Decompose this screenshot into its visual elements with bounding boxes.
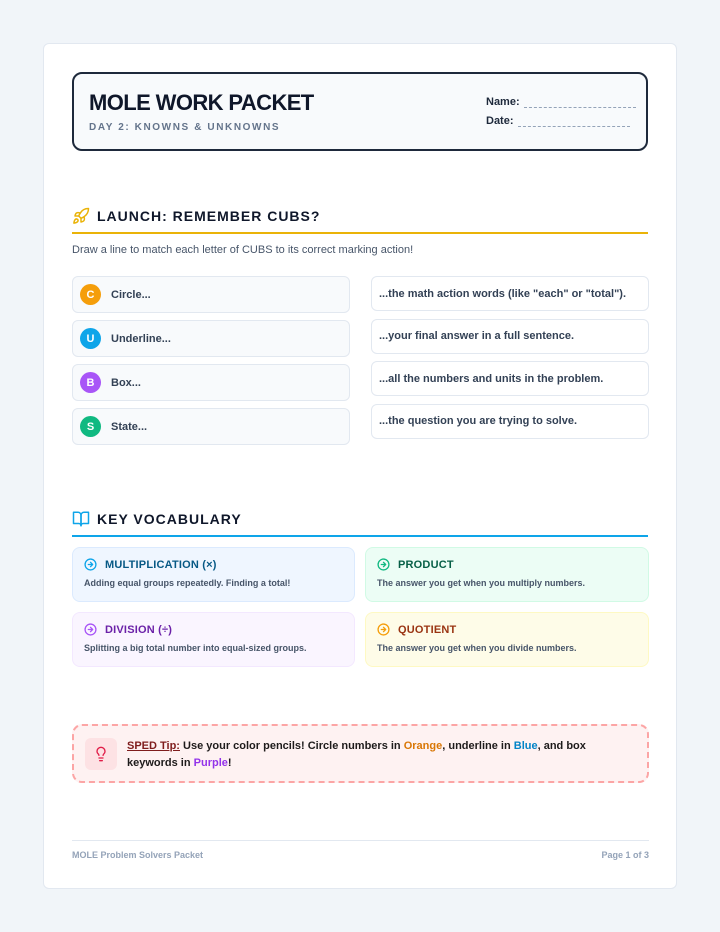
name-line[interactable] [524,98,636,108]
footer-packet-name: MOLE Problem Solvers Packet [72,850,204,860]
book-icon [72,510,90,528]
vocab-term: DIVISION (÷) [105,623,173,636]
vocab-card-quotient [365,612,649,667]
name-field[interactable] [486,96,636,108]
tip-text-segment: , and box keywords in [127,740,586,769]
vocab-definition: The answer you get when you divide numbers. [377,643,577,653]
footer-page-number: Page 1 of 3 [601,850,649,860]
cubs-item-c[interactable] [72,276,350,313]
cubs-item-s[interactable] [72,408,350,445]
sped-tip-box [72,724,649,783]
launch-section-heading [72,207,648,234]
launch-instructions: Draw a line to match each letter of CUBS to its correct marking action! [72,244,414,256]
letter-badge-u: U [80,328,101,349]
page-footer [72,840,649,860]
vocab-term: MULTIPLICATION (×) [105,558,217,571]
action-item[interactable]: ...your final answer in a full sentence. [371,319,649,354]
cubs-item-u[interactable] [72,320,350,357]
vocab-term: QUOTIENT [398,623,457,636]
worksheet-page [43,43,677,889]
vocab-card-division [72,612,355,667]
tip-color-orange: Orange [403,740,443,752]
launch-heading: LAUNCH: REMEMBER CUBS? [97,207,321,224]
action-item[interactable]: ...all the numbers and units in the problem. [371,361,649,396]
date-label: Date: [486,115,514,127]
packet-title: MOLE WORK PACKET [89,90,314,115]
tip-text-segment: , underline in [442,740,514,752]
vocab-card-product [365,547,649,602]
date-line[interactable] [518,117,630,127]
cubs-label-c: Circle... [111,288,151,301]
letter-badge-s: S [80,416,101,437]
cubs-actions-column [371,276,649,446]
rocket-icon [72,207,90,225]
cubs-item-b[interactable] [72,364,350,401]
arrow-circle-right-icon [84,623,97,636]
cubs-label-s: State... [111,420,148,433]
vocab-definition: Splitting a big total number into equal-sized groups. [84,643,307,653]
vocab-section-heading [72,510,648,537]
action-item[interactable]: ...the question you are trying to solve. [371,404,649,439]
date-field[interactable] [486,115,630,127]
vocab-definition: Adding equal groups repeatedly. Finding a total! [84,578,291,588]
vocab-term: PRODUCT [398,558,454,571]
arrow-circle-right-icon [84,558,97,571]
vocab-card-multiplication [72,547,355,602]
action-item[interactable]: ...the math action words (like "each" or "total"). [371,276,649,311]
tip-color-blue: Blue [513,740,538,752]
sped-tip-label: SPED Tip: [127,740,180,752]
cubs-letters-column [72,276,350,452]
tip-text-segment: ! [227,757,232,769]
vocab-heading: KEY VOCABULARY [97,510,242,527]
cubs-label-u: Underline... [111,332,171,345]
arrow-circle-right-icon [377,558,390,571]
sped-tip-text [127,738,635,772]
name-label: Name: [486,96,520,108]
lightbulb-icon [85,738,117,770]
tip-text-segment: Use your color pencils! Circle numbers in [179,740,404,752]
packet-header [72,72,648,151]
tip-color-purple: Purple [193,757,228,769]
cubs-label-b: Box... [111,376,141,389]
arrow-circle-right-icon [377,623,390,636]
vocab-definition: The answer you get when you multiply numbers. [377,578,586,588]
letter-badge-b: B [80,372,101,393]
letter-badge-c: C [80,284,101,305]
packet-subtitle: DAY 2: KNOWNS & UNKNOWNS [89,122,281,133]
